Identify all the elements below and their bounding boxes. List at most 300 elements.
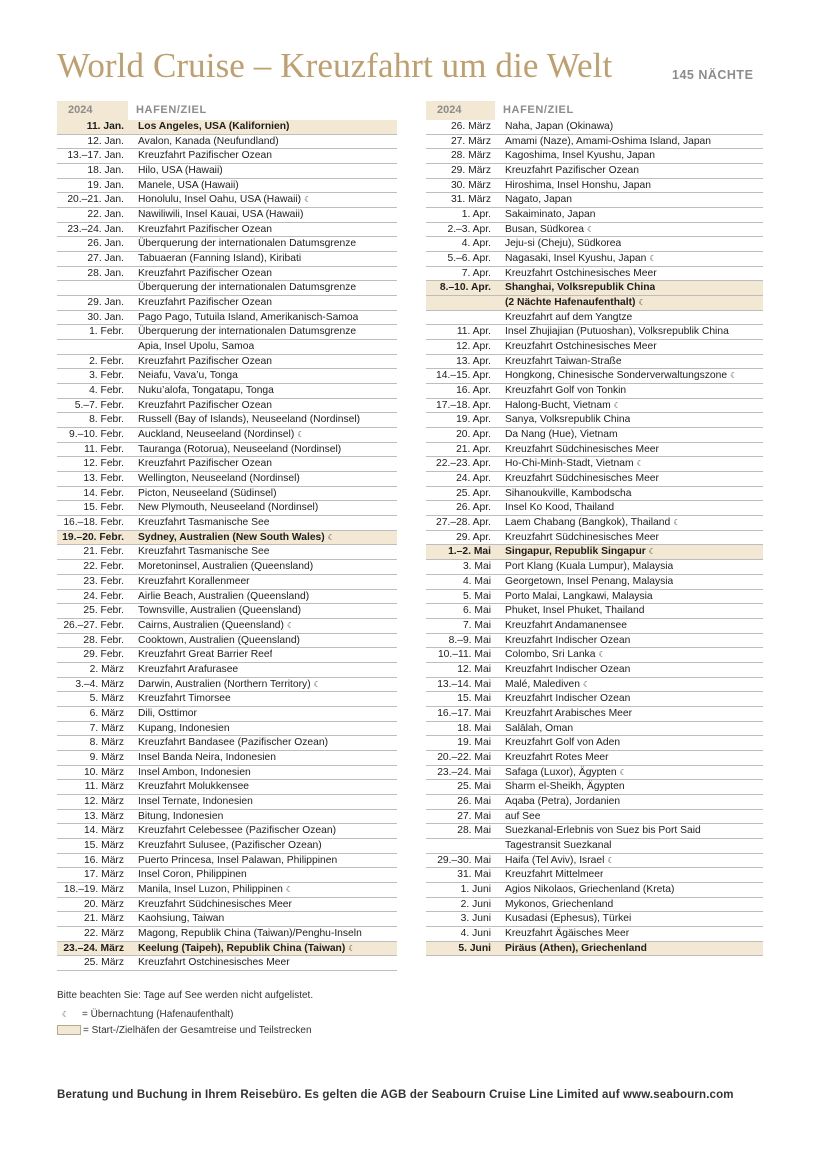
table-row	[57, 604, 397, 619]
row-date: 3.–4. März	[75, 678, 124, 690]
row-date: 5.–7. Febr.	[74, 399, 124, 411]
table-row	[57, 164, 397, 179]
row-port-text: Tabuaeran (Fanning Island), Kiribati	[138, 253, 302, 265]
row-port	[128, 604, 301, 618]
row-date	[426, 839, 495, 853]
row-date: 21. März	[83, 913, 124, 925]
table-row	[57, 223, 397, 238]
row-port	[128, 384, 274, 398]
row-date: 26.–27. Febr.	[63, 619, 124, 631]
table-row	[57, 208, 397, 223]
row-port-text: Georgetown, Insel Penang, Malaysia	[505, 575, 674, 587]
row-date: 30. März	[450, 179, 491, 191]
table-row	[57, 868, 397, 883]
table-row	[426, 384, 763, 399]
table-row	[57, 457, 397, 472]
table-row	[57, 443, 397, 458]
row-date: 12. Mai	[457, 663, 491, 675]
table-row	[426, 223, 763, 238]
table-row	[426, 208, 763, 223]
row-port	[495, 355, 622, 369]
row-port-text: Kreuzfahrt Pazifischer Ozean	[138, 297, 272, 309]
row-date: 10.–11. Mai	[437, 649, 491, 661]
row-port-text: Insel Zhujiajian (Putuoshan), Volksrepublik China	[505, 326, 729, 338]
row-date: 27.–28. Apr.	[436, 517, 491, 529]
row-date: 28. Jan.	[87, 267, 124, 279]
row-port	[128, 281, 356, 295]
table-row	[426, 854, 763, 869]
table-row	[426, 428, 763, 443]
row-port	[495, 692, 630, 706]
row-port-text: Kreuzfahrt Tasmanische See	[138, 546, 270, 558]
row-port	[128, 678, 321, 692]
row-port-text: Agios Nikolaos, Griechenland (Kreta)	[505, 883, 675, 895]
nights-count: 145 NÄCHTE	[672, 68, 754, 82]
row-port-text: Kreuzfahrt Ostchinesisches Meer	[505, 267, 657, 279]
table-row	[426, 780, 763, 795]
row-date: 10. März	[83, 766, 124, 778]
table-row	[426, 252, 763, 267]
row-port	[128, 648, 272, 662]
row-date: 20.–22. Mai	[437, 751, 491, 763]
row-port-text: Kagoshima, Insel Kyushu, Japan	[505, 150, 655, 162]
row-port	[495, 428, 618, 442]
row-port-text: Kreuzfahrt Timorsee	[138, 693, 231, 705]
row-port	[495, 472, 659, 486]
row-date: 11. März	[84, 781, 124, 793]
row-date: 7. Mai	[462, 619, 491, 631]
row-port	[495, 824, 701, 838]
table-row	[57, 340, 397, 355]
table-row	[426, 736, 763, 751]
row-date: 27. März	[450, 135, 491, 147]
table-row	[426, 560, 763, 575]
row-port	[128, 355, 272, 369]
row-date: 13. Febr.	[83, 473, 124, 485]
row-port	[128, 267, 272, 281]
row-port-text: Kreuzfahrt Südchinesisches Meer	[505, 443, 659, 455]
table-row	[426, 487, 763, 502]
row-port-text: Porto Malai, Langkawi, Malaysia	[505, 590, 653, 602]
row-date: 8.–9. Mai	[448, 634, 491, 646]
row-port	[495, 311, 632, 325]
table-row	[57, 927, 397, 942]
row-port-text: Halong-Bucht, Vietnam	[505, 399, 611, 411]
row-port	[128, 590, 309, 604]
table-row	[426, 413, 763, 428]
table-row	[57, 296, 397, 311]
row-port	[495, 164, 639, 178]
row-port-text: Los Angeles, USA (Kalifornien)	[138, 121, 290, 132]
row-port-text: Port Klang (Kuala Lumpur), Malaysia	[505, 561, 674, 573]
row-port-text: Kreuzfahrt Great Barrier Reef	[138, 649, 273, 661]
row-date: 31. März	[450, 194, 491, 206]
table-row	[57, 692, 397, 707]
row-date: 5.–6. Apr.	[447, 253, 491, 265]
row-date	[426, 311, 495, 325]
row-port-text: Amami (Naze), Amami-Oshima Island, Japan	[505, 135, 712, 147]
row-port	[128, 575, 250, 589]
row-date: 24. Febr.	[83, 590, 124, 602]
row-port-text: Kreuzfahrt Südchinesisches Meer	[505, 531, 659, 543]
row-port	[128, 413, 360, 427]
table-row	[426, 648, 763, 663]
row-port	[128, 516, 269, 530]
table-row	[426, 898, 763, 913]
row-port	[495, 545, 656, 559]
row-date: 23.–24. Jan.	[67, 223, 124, 235]
row-port-text: Kreuzfahrt Sulusee, (Pazifischer Ozean)	[138, 839, 322, 851]
row-port-text: Singapur, Republik Singapur	[505, 546, 646, 558]
row-port-text: auf See	[505, 810, 541, 822]
row-port-text: Kreuzfahrt Pazifischer Ozean	[138, 458, 272, 470]
row-port-text: Salālah, Oman	[505, 722, 574, 734]
table-row	[57, 135, 397, 150]
row-port	[495, 722, 573, 736]
table-row	[426, 619, 763, 634]
row-date: 12. Jan.	[87, 135, 124, 147]
row-port	[128, 149, 272, 163]
table-row	[57, 854, 397, 869]
table-row	[426, 516, 763, 531]
table-row	[426, 267, 763, 282]
row-port	[128, 751, 276, 765]
row-port-text: Haifa (Tel Aviv), Israel	[505, 854, 605, 866]
table-row	[426, 575, 763, 590]
row-date: 8. Febr.	[89, 414, 124, 426]
row-port	[495, 135, 711, 149]
row-date: 27. Mai	[457, 810, 491, 822]
row-port-text: Tagestransit Suezkanal	[505, 839, 612, 851]
row-date: 12. März	[83, 795, 124, 807]
row-port	[495, 839, 611, 853]
table-row	[426, 179, 763, 194]
moon-icon: ☾	[638, 298, 646, 308]
row-port-text: Kreuzfahrt Pazifischer Ozean	[138, 150, 272, 162]
row-port-text: Hongkong, Chinesische Sonderverwaltungszone	[505, 370, 728, 382]
table-row	[57, 751, 397, 766]
row-port	[495, 590, 653, 604]
table-row	[57, 501, 397, 516]
table-row	[57, 193, 397, 208]
table-row	[57, 311, 397, 326]
row-date: 5. März	[89, 693, 124, 705]
row-port-text: Kreuzfahrt Mittelmeer	[505, 869, 604, 881]
row-port	[128, 369, 238, 383]
row-port-text: Kreuzfahrt Tasmanische See	[138, 517, 270, 529]
row-date: 2. Febr.	[89, 355, 124, 367]
row-port	[495, 149, 655, 163]
table-row	[426, 722, 763, 737]
row-port	[495, 780, 625, 794]
row-date: 5. Juni	[458, 942, 491, 954]
row-date: 4. Mai	[462, 575, 491, 587]
table-row	[57, 663, 397, 678]
row-port-text: (2 Nächte Hafenaufenthalt)	[505, 297, 636, 309]
row-port	[128, 223, 272, 237]
row-port	[495, 193, 572, 207]
row-port	[128, 766, 251, 780]
row-port-text: Kreuzfahrt Südchinesisches Meer	[505, 473, 659, 485]
row-date: 16. März	[83, 854, 124, 866]
row-port-text: Cairns, Australien (Queensland)	[138, 619, 284, 631]
row-port	[128, 634, 300, 648]
row-date: 4. Febr.	[89, 385, 124, 397]
row-date: 6. Mai	[462, 605, 491, 617]
table-row	[426, 164, 763, 179]
table-row	[57, 472, 397, 487]
row-port-text: Insel Coron, Philippinen	[138, 869, 247, 881]
table-row	[57, 545, 397, 560]
row-port	[128, 898, 292, 912]
moon-icon: ☾	[304, 195, 312, 205]
row-date: 2. März	[89, 663, 124, 675]
row-port-text: Kusadasi (Ephesus), Türkei	[505, 913, 632, 925]
row-port	[128, 135, 279, 149]
legend-swatch-text: = Start-/Zielhäfen der Gesamtreise und Teilstrecken	[83, 1024, 312, 1036]
row-port	[495, 854, 615, 868]
row-port-text: Kreuzfahrt Indischer Ozean	[505, 634, 631, 646]
table-header	[426, 101, 763, 120]
row-date: 29. Apr.	[456, 531, 491, 543]
row-date: 20. März	[83, 898, 124, 910]
row-date: 31. Mai	[457, 869, 491, 881]
row-port	[128, 927, 362, 941]
row-port	[128, 736, 328, 750]
row-date: 16. Apr.	[456, 385, 491, 397]
row-port	[495, 384, 626, 398]
row-port	[495, 223, 594, 237]
row-date: 28. Febr.	[83, 634, 124, 646]
row-date: 19. Apr.	[456, 414, 491, 426]
row-port-text: Überquerung der internationalen Datumsgrenze	[138, 326, 357, 338]
row-port-text: Picton, Neuseeland (Südinsel)	[138, 487, 277, 499]
row-date: 29. März	[450, 165, 491, 177]
row-port-text: Avalon, Kanada (Neufundland)	[138, 135, 279, 147]
row-port-text: Darwin, Australien (Northern Territory)	[138, 678, 311, 690]
table-row	[57, 487, 397, 502]
itinerary-rows-left	[57, 120, 397, 971]
row-port-text: Naha, Japan (Okinawa)	[505, 121, 614, 132]
row-date: 12. Apr.	[456, 341, 491, 353]
row-port	[495, 267, 657, 281]
row-date: 3. Febr.	[89, 370, 124, 382]
row-port	[495, 707, 632, 721]
row-port-text: Hiroshima, Insel Honshu, Japan	[505, 179, 651, 191]
table-row	[57, 281, 397, 296]
row-date: 3. Juni	[460, 913, 491, 925]
table-row	[426, 839, 763, 854]
moon-icon: ☾	[313, 679, 321, 689]
row-port	[128, 912, 224, 926]
row-date: 26. März	[450, 121, 491, 132]
table-row	[426, 751, 763, 766]
table-row	[426, 927, 763, 942]
table-row	[57, 883, 397, 898]
row-port	[128, 179, 239, 193]
table-row	[57, 399, 397, 414]
row-date: 15. Mai	[457, 693, 491, 705]
row-port	[495, 487, 632, 501]
row-date: 21. Apr.	[456, 443, 491, 455]
row-date: 26. Apr.	[456, 502, 491, 514]
itinerary-rows-right	[426, 120, 763, 956]
row-port	[495, 912, 631, 926]
moon-icon: ☾	[619, 767, 627, 777]
row-port-text: Keelung (Taipeh), Republik China (Taiwan)	[138, 942, 346, 954]
row-port	[495, 898, 613, 912]
row-port-text: Nuku’alofa, Tongatapu, Tonga	[138, 385, 274, 397]
row-date: 15. Febr.	[83, 502, 124, 514]
row-port-text: Nagato, Japan	[505, 194, 572, 206]
row-date: 22.–23. Apr.	[436, 458, 491, 470]
row-port	[495, 340, 657, 354]
row-port	[128, 311, 358, 325]
moon-icon: ☾	[587, 224, 595, 234]
row-port	[495, 575, 673, 589]
row-port	[495, 457, 644, 471]
row-date: 14. März	[83, 825, 124, 837]
row-port-text: Sydney, Australien (New South Wales)	[138, 531, 325, 543]
row-port	[495, 648, 606, 662]
table-row	[57, 780, 397, 795]
row-port	[128, 501, 318, 515]
moon-icon: ☾	[286, 620, 295, 630]
row-port	[495, 678, 590, 692]
row-port	[128, 795, 253, 809]
table-row	[426, 912, 763, 927]
table-row	[57, 648, 397, 663]
row-port-text: Tauranga (Rotorua), Neuseeland (Nordinsel)	[138, 443, 342, 455]
table-row	[426, 281, 763, 296]
row-date: 28. Mai	[457, 825, 491, 837]
row-port	[128, 956, 290, 970]
row-date	[426, 296, 495, 310]
row-port-text: Auckland, Neuseeland (Nordinsel)	[138, 429, 295, 441]
row-date: 17.–18. Apr.	[436, 399, 491, 411]
table-row	[57, 619, 397, 634]
table-row	[57, 678, 397, 693]
moon-icon: ☾	[285, 884, 293, 894]
row-date: 6. März	[89, 707, 124, 719]
row-port	[128, 692, 231, 706]
row-port	[495, 501, 614, 515]
row-port-text: Safaga (Luxor), Ägypten	[505, 766, 617, 778]
row-date: 1.–2. Mai	[448, 546, 491, 558]
row-date: 22. Jan.	[87, 209, 124, 221]
row-port-text: Kreuzfahrt Rotes Meer	[505, 751, 609, 763]
table-row	[57, 956, 397, 971]
row-date: 8. März	[89, 737, 124, 749]
row-port	[128, 487, 277, 501]
table-row	[57, 575, 397, 590]
table-row	[426, 766, 763, 781]
row-port	[495, 179, 651, 193]
table-row	[57, 237, 397, 252]
row-date	[57, 340, 128, 354]
legend-moon-row	[57, 1006, 313, 1022]
row-port	[495, 766, 627, 780]
table-row	[426, 634, 763, 649]
row-date: 2.–3. Apr.	[447, 223, 491, 235]
row-port-text: Kreuzfahrt Ägäisches Meer	[505, 927, 630, 939]
row-port-text: Busan, Südkorea	[505, 223, 584, 235]
row-port-text: Sanya, Volksrepublik China	[505, 414, 631, 426]
row-date: 9.–10. Febr.	[69, 429, 124, 441]
row-date: 14.–15. Apr.	[436, 370, 491, 382]
table-row	[426, 824, 763, 839]
row-port-text: Da Nang (Hue), Vietnam	[505, 429, 618, 441]
table-row	[426, 120, 763, 135]
row-port-text: Manele, USA (Hawaii)	[138, 179, 239, 191]
port-header: HAFEN/ZIEL	[136, 104, 207, 116]
row-port-text: Russell (Bay of Islands), Neuseeland (Nordinsel)	[138, 414, 361, 426]
table-row	[57, 634, 397, 649]
row-port	[495, 120, 613, 134]
row-port-text: Insel Ambon, Indonesien	[138, 766, 251, 778]
row-port	[128, 942, 355, 956]
table-row	[57, 810, 397, 825]
row-port	[495, 208, 595, 222]
row-port-text: Magong, Republik China (Taiwan)/Penghu-Inseln	[138, 927, 362, 939]
row-port-text: Kreuzfahrt Pazifischer Ozean	[138, 355, 272, 367]
row-date: 1. Juni	[460, 883, 491, 895]
table-row	[57, 707, 397, 722]
moon-icon: ☾	[598, 650, 606, 660]
row-port-text: Kreuzfahrt Korallenmeer	[138, 575, 250, 587]
table-row	[426, 443, 763, 458]
table-row	[426, 604, 763, 619]
table-row	[426, 810, 763, 825]
table-row	[57, 824, 397, 839]
row-date: 25. Mai	[457, 781, 491, 793]
row-date: 24. Apr.	[456, 473, 491, 485]
table-row	[57, 413, 397, 428]
table-row	[57, 267, 397, 282]
row-port-text: Kreuzfahrt Pazifischer Ozean	[505, 165, 639, 177]
row-port-text: Shanghai, Volksrepublik China	[505, 282, 656, 294]
table-row	[426, 355, 763, 370]
row-date: 20. Apr.	[456, 429, 491, 441]
row-port	[128, 296, 272, 310]
row-port	[495, 560, 673, 574]
row-date: 13.–17. Jan.	[67, 150, 124, 162]
row-port	[495, 927, 629, 941]
row-port	[128, 722, 230, 736]
table-row	[57, 149, 397, 164]
table-row	[57, 428, 397, 443]
moon-icon: ☾	[673, 518, 681, 528]
row-port-text: Laem Chabang (Bangkok), Thailand	[505, 517, 671, 529]
row-port	[128, 399, 272, 413]
table-row	[426, 311, 763, 326]
table-row	[57, 516, 397, 531]
moon-icon: ☾	[613, 400, 621, 410]
row-date: 1. Apr.	[461, 209, 491, 221]
moon-icon: ☾	[607, 855, 615, 865]
moon-icon: ☾	[730, 371, 738, 381]
row-port-text: Kaohsiung, Taiwan	[138, 913, 225, 925]
row-port	[128, 193, 311, 207]
table-row	[426, 399, 763, 414]
row-port	[128, 839, 322, 853]
row-port	[128, 472, 300, 486]
row-date: 7. März	[89, 722, 124, 734]
row-port-text: Kreuzfahrt Indischer Ozean	[505, 663, 631, 675]
row-date: 20.–21. Jan.	[67, 194, 124, 206]
row-port	[495, 413, 630, 427]
row-date: 4. Apr.	[461, 238, 491, 250]
